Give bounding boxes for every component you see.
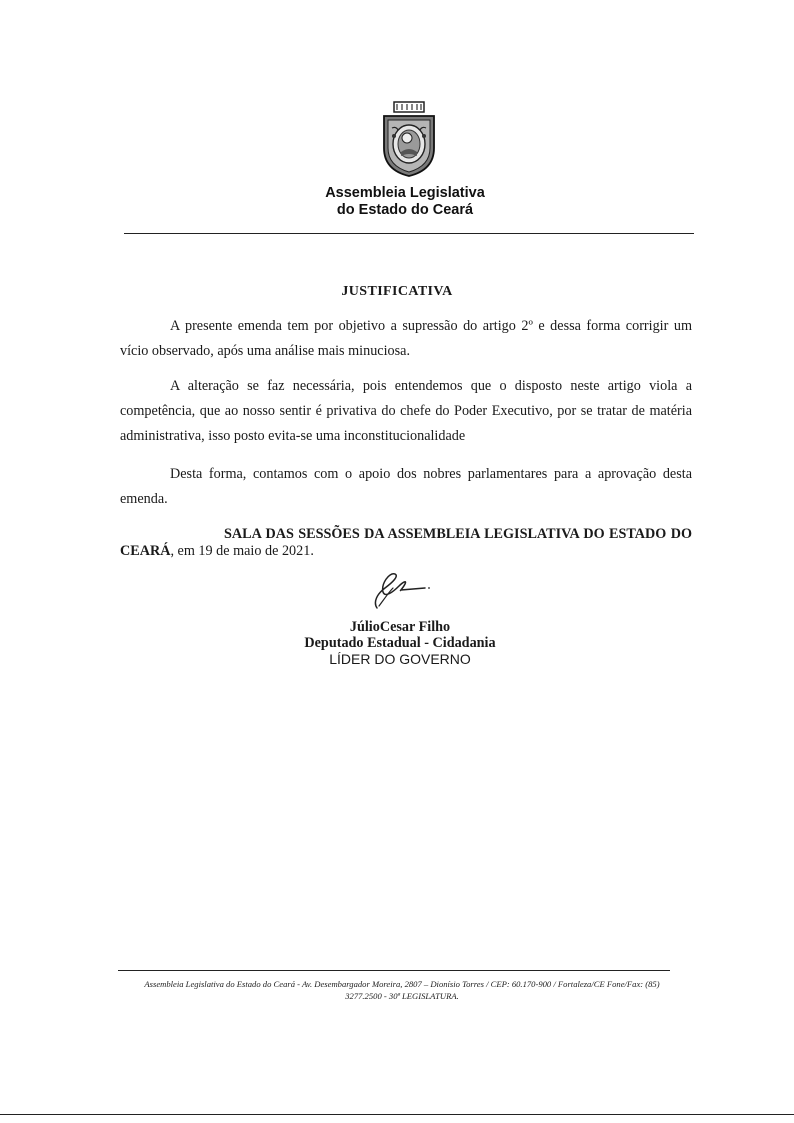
header-divider bbox=[124, 233, 694, 234]
paragraph-3: Desta forma, contamos com o apoio dos nobres parlamentares para a aprovação desta emenda. bbox=[120, 466, 692, 507]
closing-statement bbox=[120, 526, 692, 560]
footer-address-line1: Assembleia Legislativa do Estado do Ceará - Av. Desembargador Moreira, 2807 – Dionísio Torres / CEP: 60.170-900 / Fortaleza/CE Fone/Fax: (85) bbox=[144, 979, 660, 989]
closing-date: , em 19 de maio de 2021. bbox=[170, 543, 314, 559]
signer-leadership: LÍDER DO GOVERNO bbox=[329, 651, 471, 667]
signer-name: JúlioCesar Filho bbox=[349, 619, 451, 635]
org-name-line1: Assembleia Legislativa bbox=[325, 185, 485, 201]
document-title: JUSTIFICATIVA bbox=[341, 284, 453, 299]
page-bottom-rule bbox=[0, 1114, 794, 1115]
org-name-line2: do Estado do Ceará bbox=[336, 202, 474, 218]
paragraph-2: A alteração se faz necessária, pois entendemos que o disposto neste artigo viola a competência, que ao nosso sentir é privativa do chefe do Poder Executivo, por se tratar de matéria administrativa, isso posto evita-se uma inconstitucionalidade bbox=[120, 378, 692, 444]
footer-address bbox=[112, 978, 692, 1002]
closing-session-room: SALA DAS SESSÕES DA ASSEMBLEIA LEGISLATIVA DO ESTADO DO CEARÁ bbox=[120, 526, 692, 559]
signer-role: Deputado Estadual - Cidadania bbox=[304, 635, 496, 651]
handwritten-signature bbox=[355, 566, 435, 614]
paragraph-1: A presente emenda tem por objetivo a supressão do artigo 2º e dessa forma corrigir um vício observado, após uma análise mais minuciosa. bbox=[120, 318, 692, 359]
ceara-coat-of-arms-icon bbox=[380, 100, 438, 178]
footer-address-line2: 3277.2500 - 30ª LEGISLATURA. bbox=[345, 991, 459, 1001]
footer-divider bbox=[118, 970, 670, 971]
